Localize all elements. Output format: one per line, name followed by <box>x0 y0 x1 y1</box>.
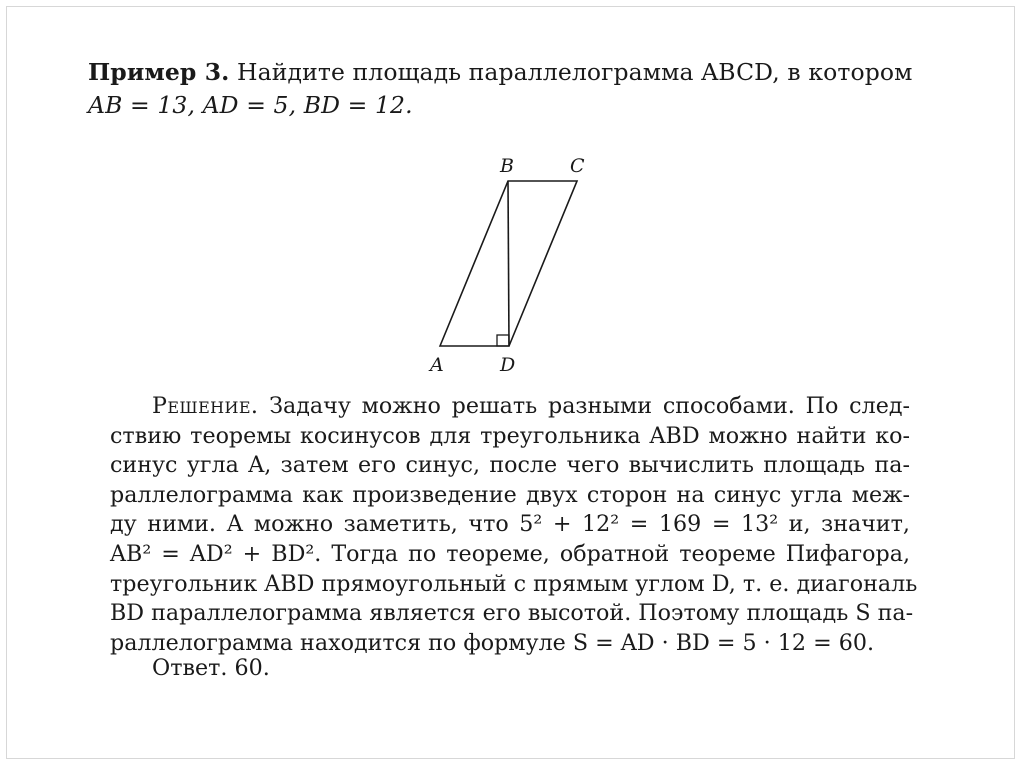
vertex-label-d: D <box>500 354 516 376</box>
problem-text: Найдите площадь параллелограмма ABCD, в котором <box>237 58 913 86</box>
vertex-label-a: A <box>430 354 444 376</box>
solution-line-7: треугольник ABD прямоугольный с прямым углом D, т. е. диагональ <box>110 570 918 597</box>
right-angle-marker <box>497 335 509 346</box>
solution-line-3: синус угла A, затем его синус, после чего вычислить площадь па- <box>110 452 910 479</box>
answer-value: 60. <box>234 655 270 681</box>
solution-line-4: раллелограмма как произведение двух сторон на синус угла меж- <box>110 481 910 508</box>
answer <box>152 655 270 681</box>
solution-label: Решение. <box>152 393 259 419</box>
solution-text <box>110 392 918 658</box>
answer-label: Ответ. <box>152 655 228 681</box>
solution-line-1: Решение. Задачу можно решать разными способами. По след- <box>152 393 910 419</box>
problem-values: AB = 13, AD = 5, BD = 12. <box>88 91 413 119</box>
solution-line-8: BD параллелограмма является его высотой. Поэтому площадь S па- <box>110 600 914 627</box>
solution-line-5: ду ними. А можно заметить, что 5² + 12² = 169 = 13² и, значит, <box>110 511 910 538</box>
solution-line-9: раллелограмма находится по формуле S = AD · BD = 5 · 12 = 60. <box>110 629 875 656</box>
vertex-label-b: B <box>500 155 514 177</box>
problem-label: Пример 3. <box>88 58 230 86</box>
vertex-label-c: C <box>570 155 585 177</box>
solution-line-6: AB² = AD² + BD². Тогда по теореме, обратной теореме Пифагора, <box>110 540 910 567</box>
solution-line-2: ствию теоремы косинусов для треугольника ABD можно найти ко- <box>110 422 910 449</box>
diagonal-bd <box>508 181 509 346</box>
